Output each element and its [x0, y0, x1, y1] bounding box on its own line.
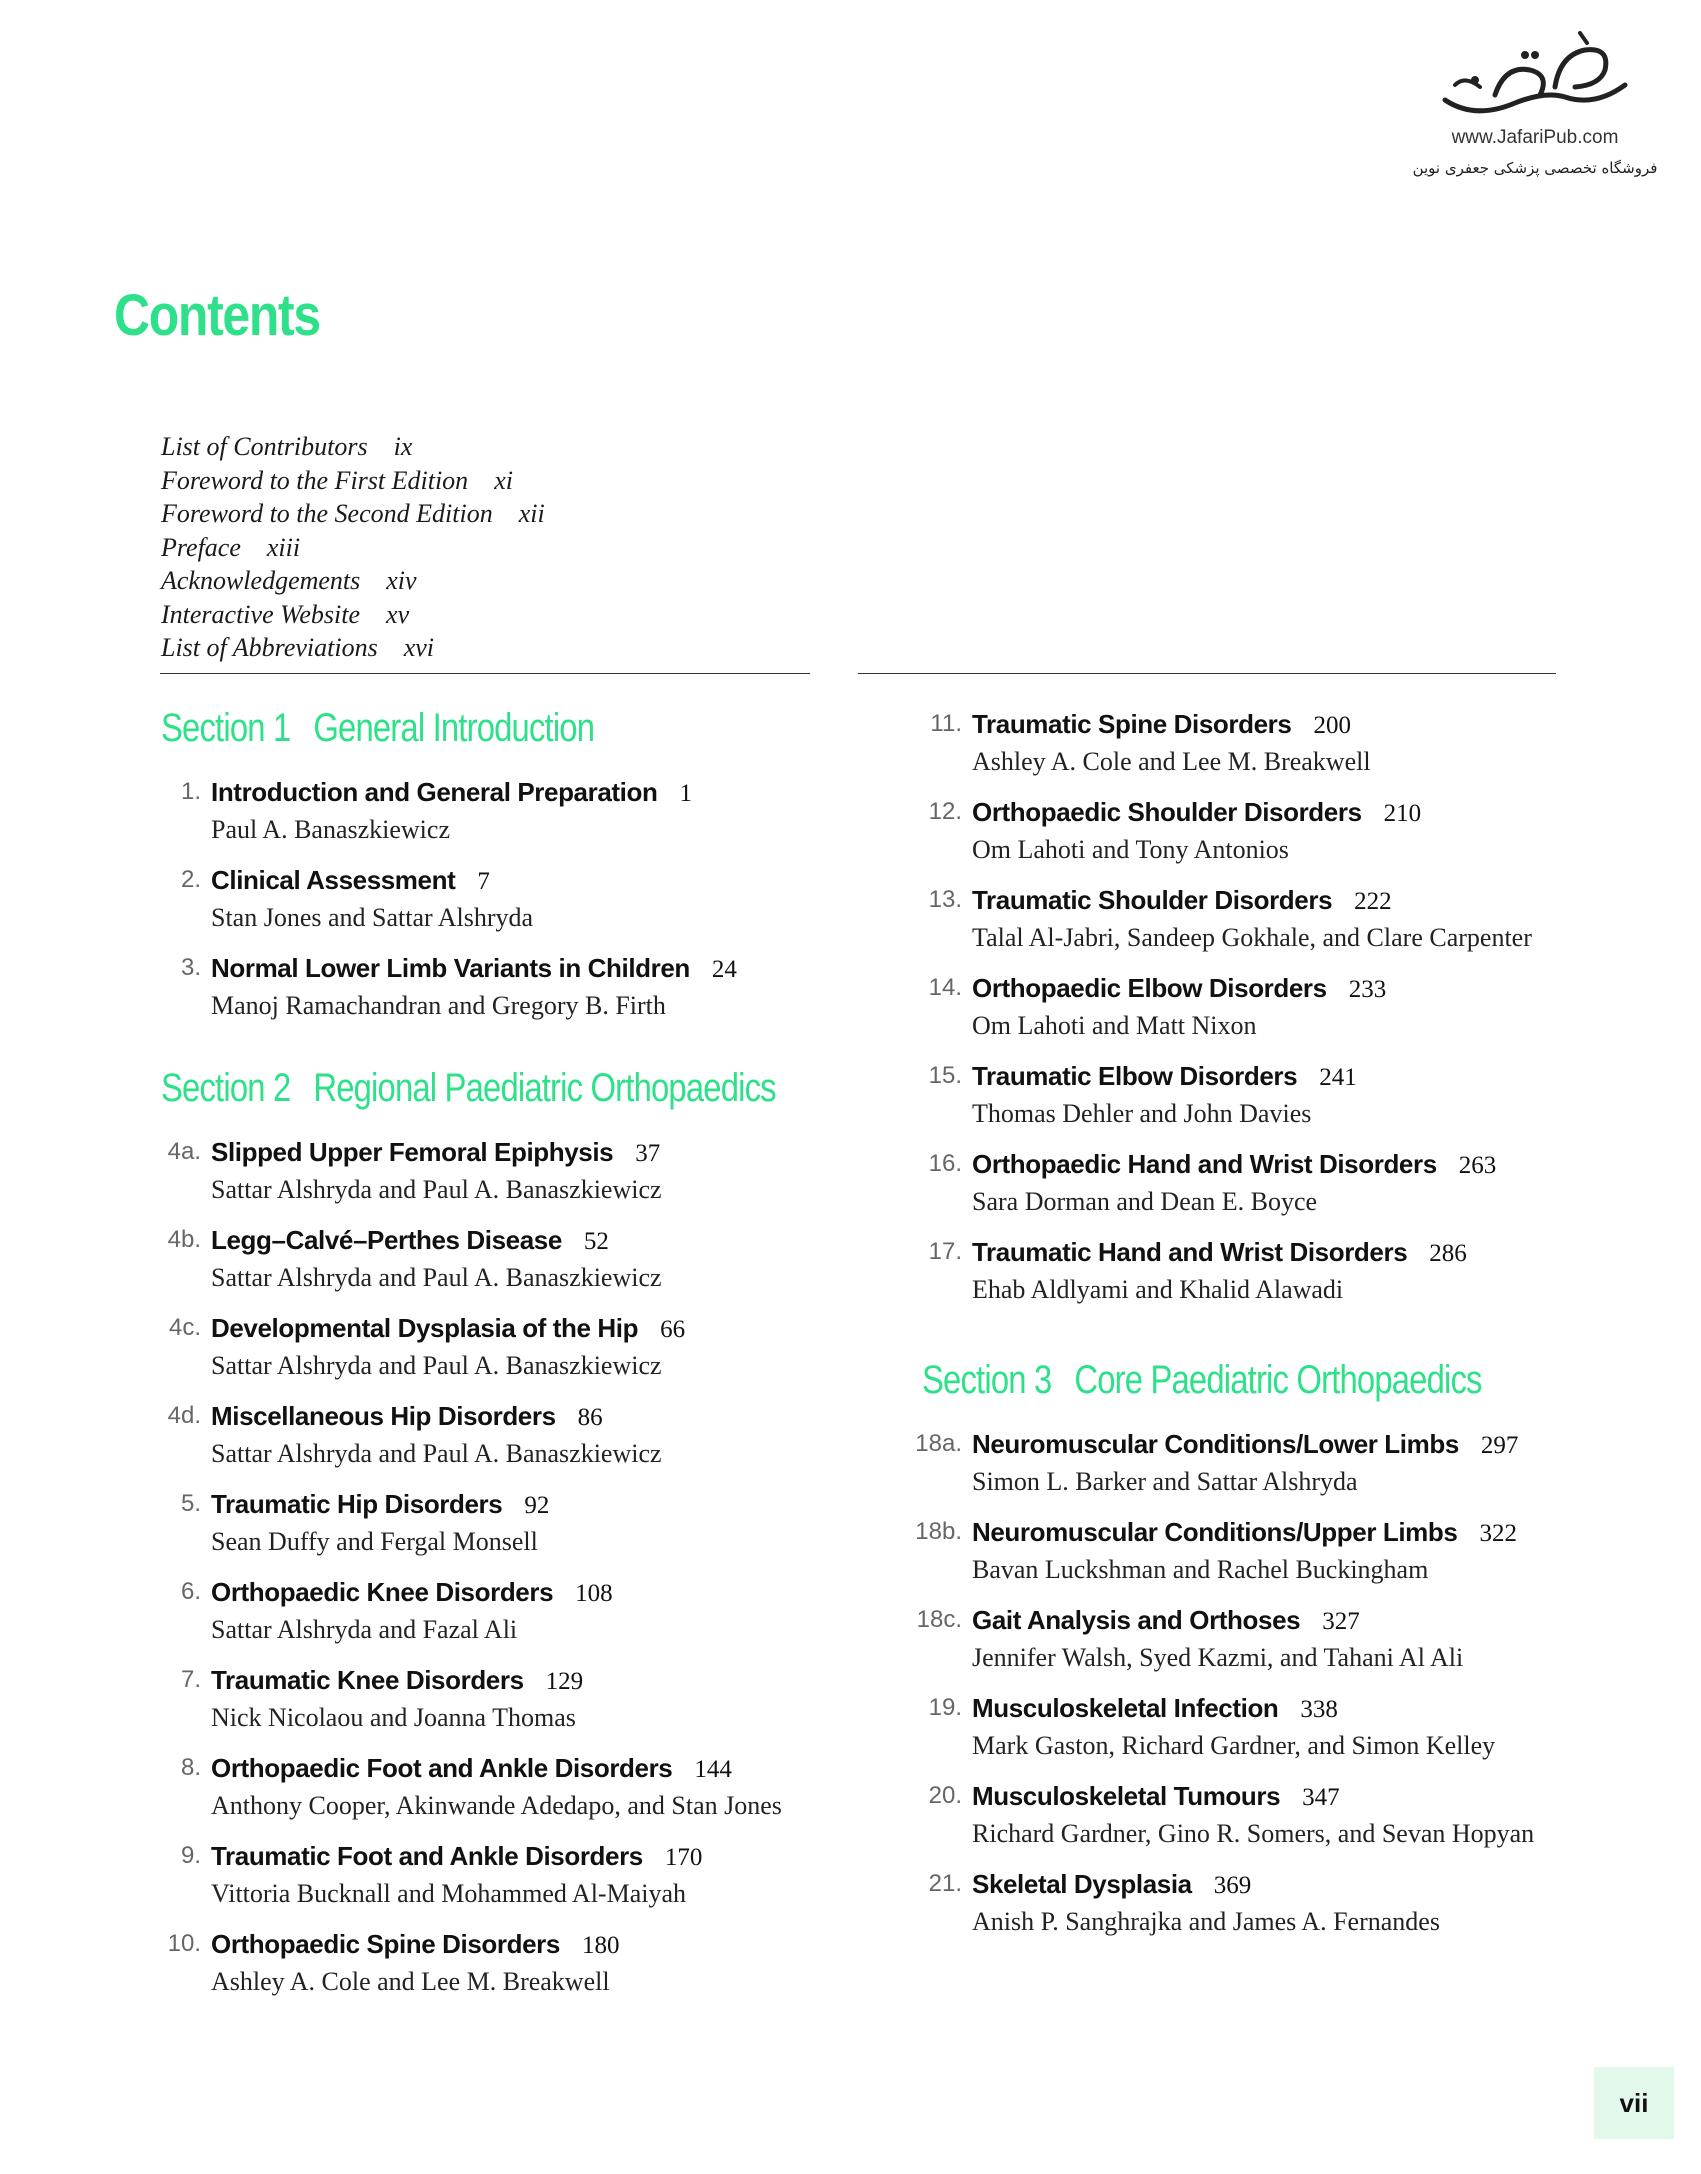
chapter-authors: Stan Jones and Sattar Alshryda: [211, 903, 534, 932]
chapter-authors: Manoj Ramachandran and Gregory B. Firth: [211, 991, 666, 1020]
right-column: [915, 706, 1605, 1954]
chapter-number: 19.: [928, 1694, 962, 1721]
chapter-title: Slipped Upper Femoral Epiphysis 37: [211, 1137, 661, 1167]
front-matter-list: [161, 430, 545, 665]
calligraphy-logo-icon: [1435, 25, 1635, 125]
chapter-title: Traumatic Foot and Ankle Disorders 170: [211, 1841, 703, 1871]
logo-url: www.JafariPub.com: [1451, 127, 1619, 148]
chapter-page: 338: [1300, 1696, 1338, 1723]
chapter-number: 17.: [928, 1238, 962, 1265]
right-divider: [858, 673, 1556, 674]
chapter-authors: Sattar Alshryda and Paul A. Banaszkiewicz: [211, 1263, 662, 1292]
chapter-number: 5.: [180, 1490, 201, 1517]
chapter-number: 4d.: [167, 1402, 201, 1429]
chapter-entry: [161, 1222, 911, 1310]
chapter-page: 108: [575, 1580, 613, 1607]
section-heading: Section 1 General Introduction: [161, 706, 595, 750]
chapter-number: 1.: [180, 778, 201, 805]
chapter-entry: [161, 1310, 911, 1398]
chapter-authors: Sattar Alshryda and Paul A. Banaszkiewicz: [211, 1439, 662, 1468]
chapter-entry: [922, 1866, 1605, 1954]
chapter-page: 233: [1348, 976, 1387, 1003]
front-matter-item: Interactive Website xv: [161, 599, 410, 629]
chapter-page: 322: [1479, 1520, 1517, 1547]
chapter-page: 369: [1213, 1872, 1252, 1899]
chapter-authors: Paul A. Banaszkiewicz: [211, 815, 450, 844]
chapter-authors: Simon L. Barker and Sattar Alshryda: [972, 1467, 1358, 1496]
chapter-number: 8.: [180, 1754, 201, 1781]
left-column: [161, 704, 911, 2014]
chapter-authors: Om Lahoti and Tony Antonios: [972, 835, 1289, 864]
chapter-entry: [161, 1662, 911, 1750]
logo-tagline: فروشگاه تخصصی پزشکی جعفری نوین: [1412, 159, 1658, 177]
chapter-number: 4a.: [167, 1138, 201, 1165]
chapter-title: Traumatic Spine Disorders 200: [972, 709, 1351, 739]
page-title: Contents: [114, 283, 320, 348]
chapter-page: 286: [1429, 1240, 1467, 1267]
chapter-number: 4b.: [167, 1226, 201, 1253]
chapter-page: 144: [694, 1756, 732, 1783]
chapter-authors: Bavan Luckshman and Rachel Buckingham: [972, 1555, 1429, 1584]
chapter-title: Developmental Dysplasia of the Hip 66: [211, 1313, 686, 1343]
chapter-entry: [161, 950, 911, 1038]
chapter-authors: Thomas Dehler and John Davies: [972, 1099, 1312, 1128]
chapter-title: Legg–Calvé–Perthes Disease 52: [211, 1225, 609, 1255]
chapter-title: Musculoskeletal Infection 338: [972, 1693, 1338, 1723]
chapter-authors: Anthony Cooper, Akinwande Adedapo, and Stan Jones: [211, 1791, 782, 1820]
chapter-number: 15.: [928, 1062, 962, 1089]
chapter-entry: [922, 706, 1605, 794]
chapter-title: Traumatic Elbow Disorders 241: [972, 1061, 1357, 1091]
chapter-entry: [922, 970, 1605, 1058]
chapter-title: Orthopaedic Elbow Disorders 233: [972, 973, 1387, 1003]
chapter-entry: [161, 1926, 911, 2014]
chapter-number: 10.: [167, 1930, 201, 1957]
section-heading: Section 2 Regional Paediatric Orthopaedics: [161, 1066, 776, 1110]
chapter-page: 24: [711, 956, 737, 983]
chapter-page: 52: [583, 1228, 609, 1255]
chapter-authors: Vittoria Bucknall and Mohammed Al-Maiyah: [211, 1879, 687, 1908]
chapter-number: 12.: [928, 798, 962, 825]
chapter-title: Orthopaedic Shoulder Disorders 210: [972, 797, 1422, 827]
chapter-entry: [161, 1574, 911, 1662]
chapter-title: Traumatic Hand and Wrist Disorders 286: [972, 1237, 1467, 1267]
chapter-authors: Nick Nicolaou and Joanna Thomas: [211, 1703, 576, 1732]
chapter-number: 18b.: [915, 1518, 962, 1545]
chapter-title: Orthopaedic Foot and Ankle Disorders 144: [211, 1753, 732, 1783]
chapter-page: 263: [1458, 1152, 1497, 1179]
publisher-logo: [1395, 25, 1675, 177]
chapter-page: 37: [635, 1140, 661, 1167]
chapter-number: 11.: [930, 710, 962, 737]
chapter-entry: [922, 1146, 1605, 1234]
chapter-authors: Sean Duffy and Fergal Monsell: [211, 1527, 538, 1556]
chapter-authors: Mark Gaston, Richard Gardner, and Simon Kelley: [972, 1731, 1496, 1760]
chapter-entry: [922, 1778, 1605, 1866]
chapter-page: 86: [577, 1404, 603, 1431]
chapter-authors: Om Lahoti and Matt Nixon: [972, 1011, 1257, 1040]
chapter-authors: Sattar Alshryda and Fazal Ali: [211, 1615, 518, 1644]
chapter-number: 18a.: [915, 1430, 962, 1457]
chapter-authors: Sattar Alshryda and Paul A. Banaszkiewicz: [211, 1175, 662, 1204]
chapter-page: 180: [581, 1932, 620, 1959]
chapter-title: Skeletal Dysplasia 369: [972, 1869, 1252, 1899]
chapter-page: 129: [545, 1668, 584, 1695]
chapter-page: 347: [1302, 1784, 1340, 1811]
chapter-title: Clinical Assessment 7: [211, 865, 490, 895]
chapter-authors: Ehab Aldlyami and Khalid Alawadi: [972, 1275, 1344, 1304]
chapter-title: Traumatic Knee Disorders 129: [211, 1665, 584, 1695]
page-number: vii: [1594, 2067, 1674, 2139]
chapter-title: Neuromuscular Conditions/Upper Limbs 322: [972, 1517, 1517, 1547]
chapter-number: 18c.: [916, 1606, 962, 1633]
chapter-authors: Ashley A. Cole and Lee M. Breakwell: [972, 747, 1371, 776]
chapter-title: Normal Lower Limb Variants in Children 24: [211, 953, 737, 983]
section-heading: Section 3 Core Paediatric Orthopaedics: [922, 1358, 1482, 1402]
chapter-page: 1: [679, 780, 692, 807]
chapter-authors: Richard Gardner, Gino R. Somers, and Sevan Hopyan: [972, 1819, 1535, 1848]
chapter-entry: [922, 1234, 1605, 1322]
chapter-page: 327: [1322, 1608, 1360, 1635]
chapter-title: Neuromuscular Conditions/Lower Limbs 297: [972, 1429, 1519, 1459]
chapter-number: 7.: [180, 1666, 201, 1693]
chapter-entry: [161, 1838, 911, 1926]
chapter-number: 4c.: [168, 1314, 201, 1341]
chapter-entry: [161, 774, 911, 862]
chapter-number: 14.: [928, 974, 962, 1001]
chapter-title: Orthopaedic Hand and Wrist Disorders 263: [972, 1149, 1497, 1179]
chapter-authors: Sattar Alshryda and Paul A. Banaszkiewicz: [211, 1351, 662, 1380]
chapter-entry: [922, 1690, 1605, 1778]
chapter-entry: [916, 1602, 1605, 1690]
chapter-title: Traumatic Shoulder Disorders 222: [972, 885, 1392, 915]
chapter-title: Introduction and General Preparation 1: [211, 777, 692, 807]
chapter-number: 2.: [180, 866, 201, 893]
chapter-entry: [161, 1486, 911, 1574]
chapter-page: 7: [477, 868, 490, 895]
front-matter-item: Foreword to the First Edition xi: [161, 465, 513, 495]
chapter-entry: [915, 1514, 1605, 1602]
chapter-page: 200: [1313, 712, 1351, 739]
chapter-entry: [161, 1134, 911, 1222]
chapter-number: 6.: [180, 1578, 201, 1605]
chapter-number: 13.: [928, 886, 962, 913]
chapter-authors: Anish P. Sanghrajka and James A. Fernandes: [972, 1907, 1440, 1936]
footer-mark: [40, 2160, 43, 2174]
chapter-page: 241: [1319, 1064, 1357, 1091]
chapter-entry: [161, 862, 911, 950]
chapter-page: 170: [664, 1844, 703, 1871]
front-matter-item: Acknowledgements xiv: [161, 566, 417, 595]
chapter-entry: [922, 794, 1605, 882]
chapter-title: Miscellaneous Hip Disorders 86: [211, 1401, 603, 1431]
chapter-entry: [161, 1750, 911, 1838]
chapter-entry: [161, 1398, 911, 1486]
left-divider: [160, 673, 810, 674]
chapter-page: 210: [1383, 800, 1422, 827]
chapter-authors: Talal Al-Jabri, Sandeep Gokhale, and Clare Carpenter: [972, 923, 1532, 952]
front-matter-item: List of Abbreviations xvi: [161, 633, 434, 662]
chapter-authors: Jennifer Walsh, Syed Kazmi, and Tahani Al Ali: [972, 1643, 1464, 1672]
chapter-title: Orthopaedic Knee Disorders 108: [211, 1577, 613, 1607]
chapter-number: 3.: [180, 954, 201, 981]
chapter-page: 66: [660, 1316, 686, 1343]
chapter-page: 92: [524, 1492, 550, 1519]
chapter-entry: [922, 1058, 1605, 1146]
chapter-number: 21.: [928, 1870, 962, 1897]
chapter-number: 9.: [180, 1842, 201, 1869]
chapter-entry: [922, 882, 1605, 970]
chapter-title: Orthopaedic Spine Disorders 180: [211, 1929, 620, 1959]
chapter-title: Traumatic Hip Disorders 92: [211, 1489, 550, 1519]
chapter-number: 20.: [928, 1782, 962, 1809]
chapter-page: 222: [1354, 888, 1392, 915]
chapter-authors: Ashley A. Cole and Lee M. Breakwell: [211, 1967, 610, 1996]
chapter-entry: [915, 1426, 1605, 1514]
chapter-title: Musculoskeletal Tumours 347: [972, 1781, 1340, 1811]
chapter-authors: Sara Dorman and Dean E. Boyce: [972, 1187, 1318, 1216]
chapter-title: Gait Analysis and Orthoses 327: [972, 1605, 1360, 1635]
front-matter-item: Preface xiii: [161, 532, 301, 562]
front-matter-item: List of Contributors ix: [161, 432, 413, 461]
front-matter-item: Foreword to the Second Edition xii: [161, 499, 545, 528]
chapter-number: 16.: [928, 1150, 962, 1177]
chapter-page: 297: [1480, 1432, 1519, 1459]
